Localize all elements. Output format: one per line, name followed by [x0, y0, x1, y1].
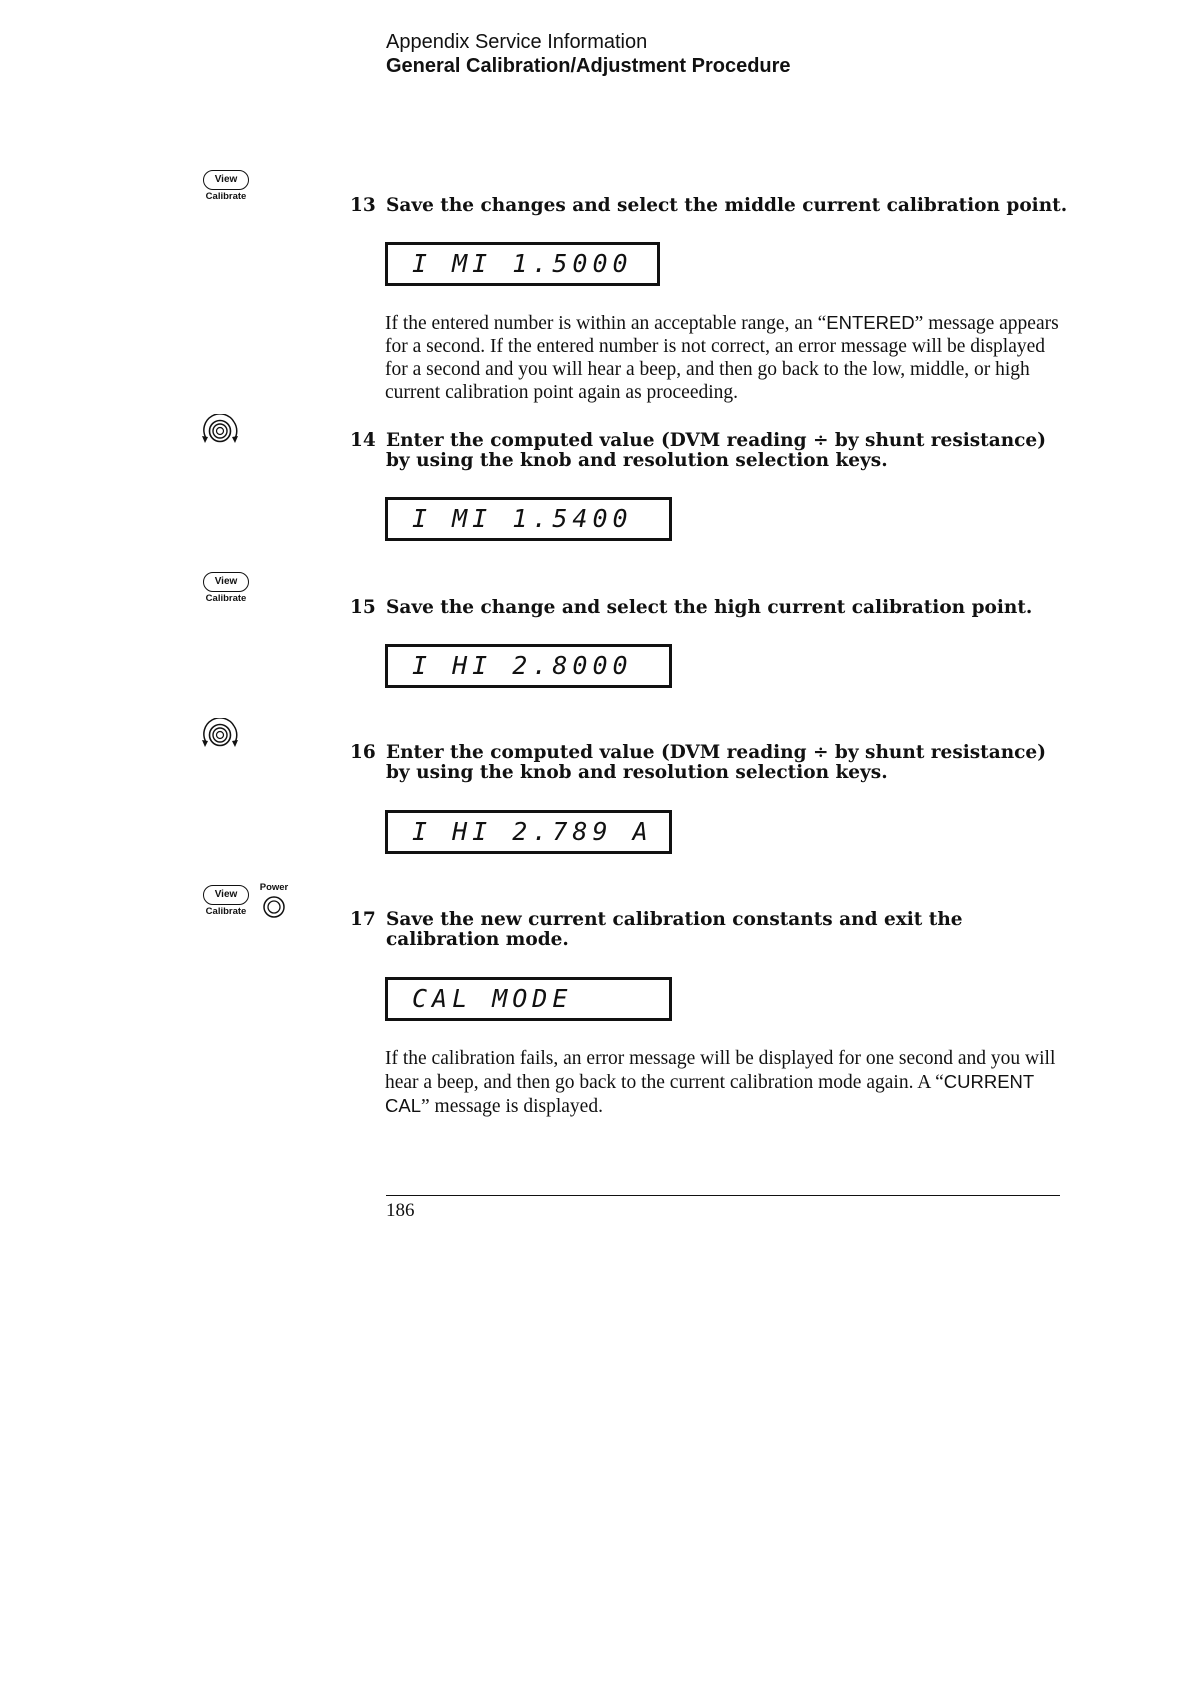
- paragraph-entered: [385, 311, 1065, 404]
- step-number: 15: [350, 597, 376, 618]
- lcd-display: I HI 2.789 A: [385, 810, 672, 854]
- display-message: ENTERED: [826, 312, 915, 333]
- knob-icon: [198, 414, 242, 448]
- display-message: CURRENT CAL: [385, 1071, 1034, 1116]
- step-17: [350, 910, 1070, 950]
- calibrate-key-label: Calibrate: [205, 906, 247, 917]
- view-key-label: View: [203, 170, 249, 190]
- step-text: Enter the computed value (DVM reading ÷ by shunt resistance) by using the knob and resolution selection keys.: [386, 430, 1046, 471]
- paragraph-text: If the entered number is within an acceptable range, an “: [385, 313, 827, 334]
- footer-rule: [386, 1195, 1060, 1196]
- power-icon: [262, 895, 286, 919]
- step-15: [350, 598, 1070, 618]
- view-key-label: View: [203, 885, 249, 905]
- power-key: [254, 882, 294, 919]
- step-text: Enter the computed value (DVM reading ÷ by shunt resistance) by using the knob and resolution selection keys.: [386, 742, 1046, 783]
- paragraph-text: If the calibration fails, an error message will be displayed for one second and you will hear a beep, and then go back to the current calibration mode again. A “: [385, 1048, 1056, 1093]
- lcd-display: I MI 1.5400: [385, 497, 672, 541]
- paragraph-text: ” message appears for a second. If the entered number is not correct, an error message will be displayed for a second and you will hear a beep, and then go back to the low, middle, or high current calibration point again as proceeding.: [385, 313, 1059, 403]
- calibrate-key-label: Calibrate: [205, 191, 247, 202]
- section-label: Appendix Service Information: [386, 31, 648, 53]
- power-key-label: Power: [259, 882, 289, 893]
- step-number: 14: [350, 430, 376, 451]
- step-text: Save the changes and select the middle current calibration point.: [386, 195, 1068, 216]
- step-16: [350, 743, 1070, 783]
- lcd-display: CAL MODE: [385, 977, 672, 1021]
- page-title: General Calibration/Adjustment Procedure: [386, 55, 791, 77]
- step-number: 17: [350, 909, 376, 930]
- paragraph-text: ” message is displayed.: [421, 1096, 603, 1117]
- view-calibrate-key: [198, 170, 254, 202]
- knob-icon: [198, 718, 242, 752]
- lcd-display: I HI 2.8000: [385, 644, 672, 688]
- step-number: 13: [350, 195, 376, 216]
- step-text: Save the change and select the high current calibration point.: [386, 597, 1033, 618]
- step-13: [350, 196, 1070, 216]
- paragraph-calibration-fails: [385, 1047, 1065, 1118]
- view-calibrate-key: [198, 572, 254, 604]
- step-text: Save the new current calibration constants and exit the calibration mode.: [386, 909, 963, 950]
- page-number: 186: [386, 1200, 415, 1221]
- page-header: [386, 30, 791, 78]
- step-14: [350, 431, 1070, 471]
- step-number: 16: [350, 742, 376, 763]
- view-calibrate-key: [198, 885, 254, 917]
- lcd-display: I MI 1.5000: [385, 242, 660, 286]
- calibrate-key-label: Calibrate: [205, 593, 247, 604]
- view-key-label: View: [203, 572, 249, 592]
